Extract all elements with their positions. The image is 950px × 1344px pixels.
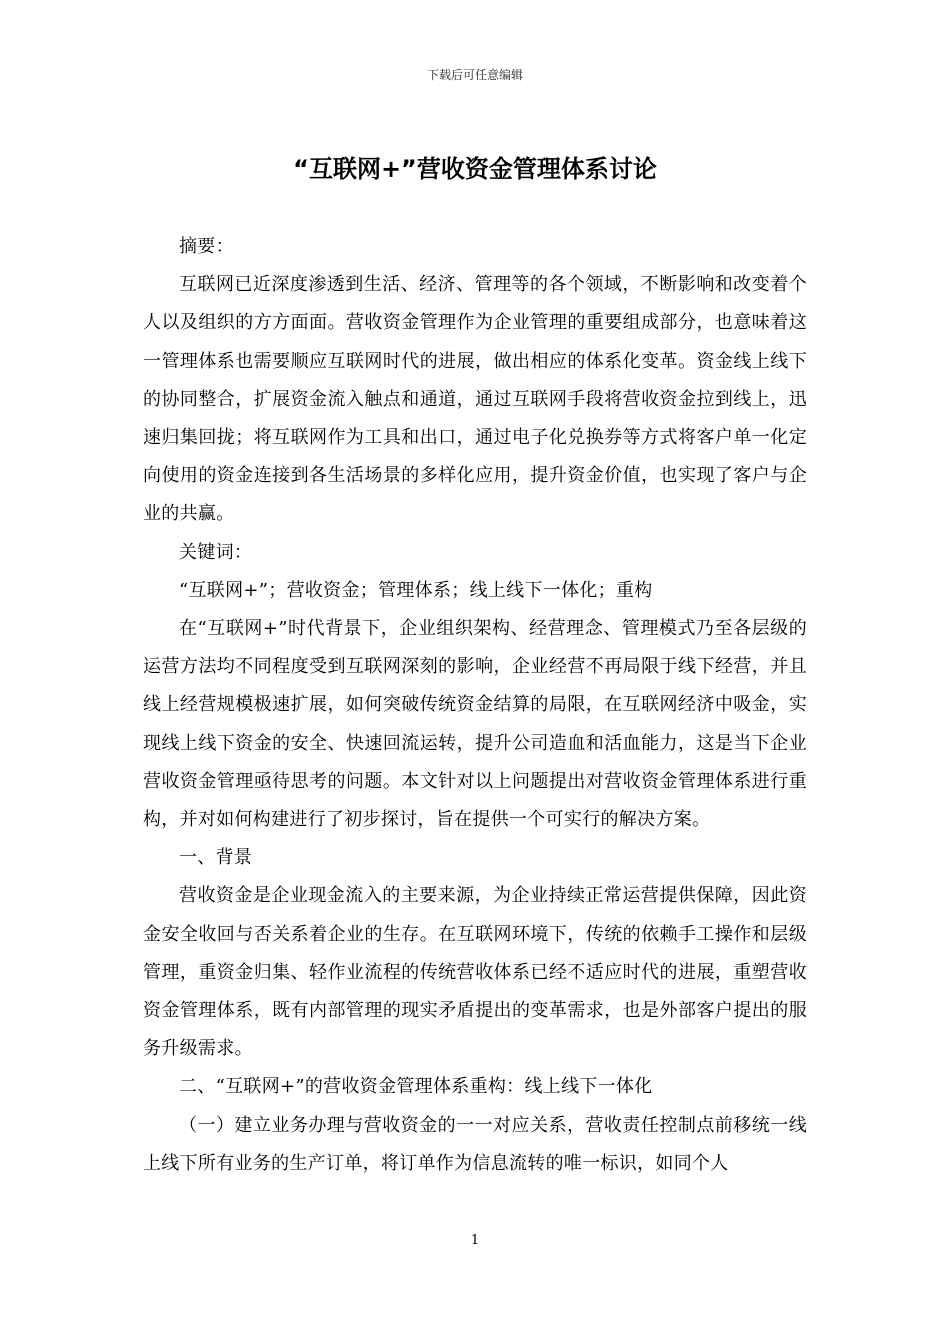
header-note: 下载后可任意编辑	[426, 68, 523, 82]
document-body	[143, 228, 807, 1183]
abstract-heading: 摘要：	[179, 236, 234, 257]
keywords-list: “互联网+”；营收资金；管理体系；线上线下一体化；重构	[179, 579, 653, 601]
intro-paragraph: 在“互联网+”时代背景下，企业组织架构、经营理念、管理模式乃至各层级的运营方法均不同程度受到互联网深刻的影响，企业经营不再局限于线下经营，并且线上经营规模极速扩展，如何突破传统资金结算的局限，在互联网经济中吸金，实现线上线下资金的安全、快速回流运转，提升公司造血和活血能力，这是当下企业营收资金管理亟待思考的问题。本文针对以上问题提出对营收资金管理体系进行重构，并对如何构建进行了初步探讨，旨在提供一个可实行的解决方案。	[143, 618, 807, 831]
page-number: 1	[470, 1233, 480, 1248]
keywords-heading: 关键词：	[179, 541, 253, 563]
background-paragraph: 营收资金是企业现金流入的主要来源，为企业持续正常运营提供保障，因此资金安全收回与否关系着企业的生存。在互联网环境下，传统的依赖手工操作和层级管理，重资金归集、轻作业流程的传统营收体系已经不适应时代的进展，重塑营收资金管理体系，既有内部管理的现实矛盾提出的变革需求，也是外部客户提出的服务升级需求。	[143, 885, 807, 1060]
abstract-paragraph: 互联网已近深度渗透到生活、经济、管理等的各个领域，不断影响和改变着个人以及组织的方方面面。营收资金管理作为企业管理的重要组成部分，也意味着这一管理体系也需要顺应互联网时代的进展，做出相应的体系化变革。资金线上线下的协同整合，扩展资金流入触点和通道，通过互联网手段将营收资金拉到线上，迅速归集回拢；将互联网作为工具和出口，通过电子化兑换券等方式将客户单一化定向使用的资金连接到各生活场景的多样化应用，提升资金价值，也实现了客户与企业的共赢。	[143, 274, 807, 525]
document-title: “互联网+”营收资金管理体系讨论	[293, 155, 657, 183]
section-heading-restructure: 二、“互联网+”的营收资金管理体系重构：线上线下一体化	[179, 1076, 653, 1098]
section-heading-background: 一、背景	[179, 847, 253, 869]
subsection-paragraph: （一）建立业务办理与营收资金的一一对应关系，营收责任控制点前移统一线上线下所有业务的生产订单，将订单作为信息流转的唯一标识，如同个人	[143, 1114, 807, 1174]
